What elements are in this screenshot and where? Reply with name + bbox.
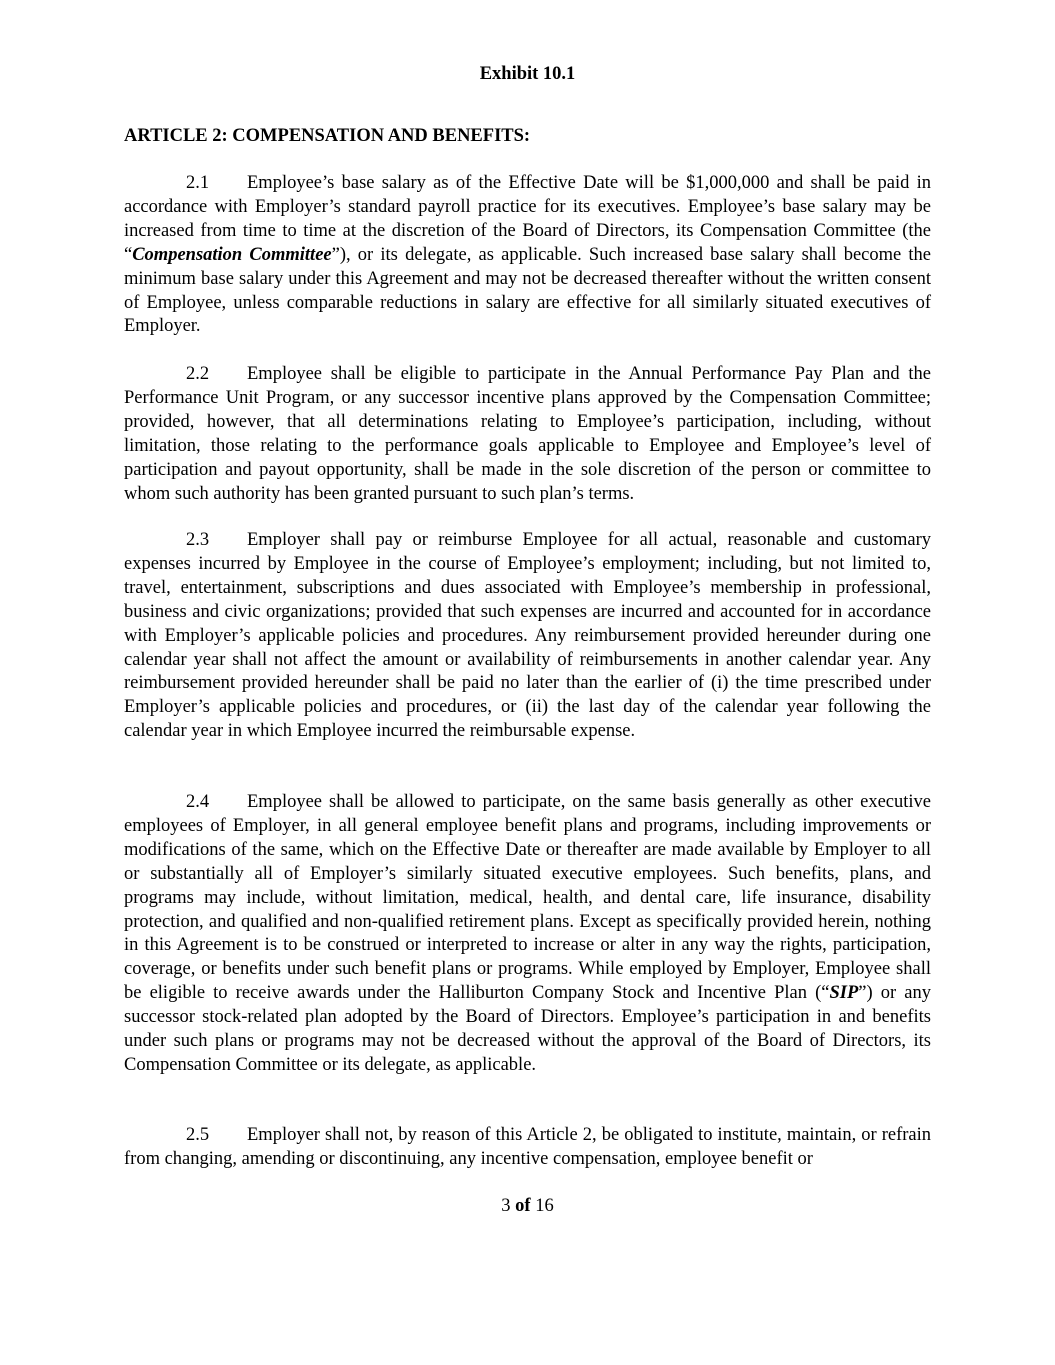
section-2-1 — [124, 172, 931, 339]
section-number: 2.5 — [186, 1125, 210, 1145]
section-text: Employer shall not, by reason of this Article 2, be obligated to institute, maintain, or refrain from changing, amending or discontinuing, any incentive compensation, employee benefit or — [124, 1125, 931, 1169]
article-heading: ARTICLE 2: COMPENSATION AND BENEFITS: — [124, 126, 531, 146]
exhibit-title: Exhibit 10.1 — [479, 64, 576, 84]
section-number: 2.4 — [186, 792, 210, 812]
page-current: 3 — [501, 1196, 511, 1216]
section-2-3 — [124, 529, 931, 744]
page-total: 16 — [535, 1196, 554, 1216]
section-text: Employer shall pay or reimburse Employee for all actual, reasonable and customary expenses incurred by Employee in the course of Employee’s employment; including, but not limited to, travel, entertainment, subscriptions and dues associated with Employee’s membership in professional, business and civic organizations; provided that such expenses are incurred and accounted for in accordance with Employer’s applicable policies and procedures. Any reimbursement provided hereunder during one calendar year shall not affect the amount or availability of reimbursements in another calendar year. Any reimbursement provided hereunder shall be paid no later than the earlier of (i) the time prescribed under Employer’s applicable policies and procedures, or (ii) the last day of the calendar year following the calendar year in which Employee incurred the reimbursable expense. — [124, 530, 931, 742]
section-text: Employee shall be eligible to participate in the Annual Performance Pay Plan and the Performance Unit Program, or any successor incentive plans approved by the Compensation Committee; provided, however, that all determinations relating to Employee’s participation, including, without limitation, those relating to the performance goals applicable to Employee and Employee’s level of participation and payout opportunity, shall be made in the sole discretion of the person or committee to whom such authority has been granted pursuant to such plan’s terms. — [124, 364, 931, 504]
section-2-4 — [124, 791, 931, 1078]
section-text: Employee shall be allowed to participate, on the same basis generally as other executive employees of Employer, in all general employee benefit plans and programs, including improvements or modifications of the same, which on the Effective Date or thereafter are made available by Employer to all or substantially all of Employer’s similarly situated executive employees. Such benefits, plans, and programs may include, without limitation, medical, health, and dental care, life insurance, disability protection, and qualified and non-qualified retirement plans. Except as specifically provided herein, nothing in this Agreement is to be construed or interpreted to increase or alter in any way the rights, participation, coverage, or benefits under such benefit plans or programs. While employed by Employer, Employee shall be eligible to receive awards under the Halliburton Company Stock and Incentive Plan (“ — [124, 792, 931, 1004]
section-text: ”) or any successor stock-related plan adopted by the Board of Directors. Employee’s participation in and benefits under such plans or programs may not be decreased without the approval of the Board of Directors, its Compensation Committee or its delegate, as applicable. — [124, 983, 932, 1075]
section-number: 2.1 — [186, 173, 210, 193]
section-number: 2.2 — [186, 364, 210, 384]
defined-term: Compensation Committee — [132, 244, 332, 265]
section-2-2 — [124, 363, 931, 506]
defined-term: SIP — [829, 983, 859, 1004]
section-text: ”), or its delegate, as applicable. Such increased base salary shall become the minimum base salary under this Agreement and may not be decreased thereafter without the written consent of Employee, unless comparable reductions in salary are effective for all similarly situated executives of Employer. — [124, 244, 932, 337]
section-number: 2.3 — [186, 530, 210, 550]
page-number — [0, 1194, 1055, 1218]
section-text: Employee’s base salary as of the Effective Date will be $1,000,000 and shall be paid in accordance with Employer’s standard payroll practice for its executives. Employee’s base salary may be increased from time to time at the discretion of the Board of Directors, its Compensation Committee (the “ — [124, 173, 931, 265]
section-2-5 — [124, 1124, 931, 1172]
page-of-label: of — [515, 1196, 531, 1216]
